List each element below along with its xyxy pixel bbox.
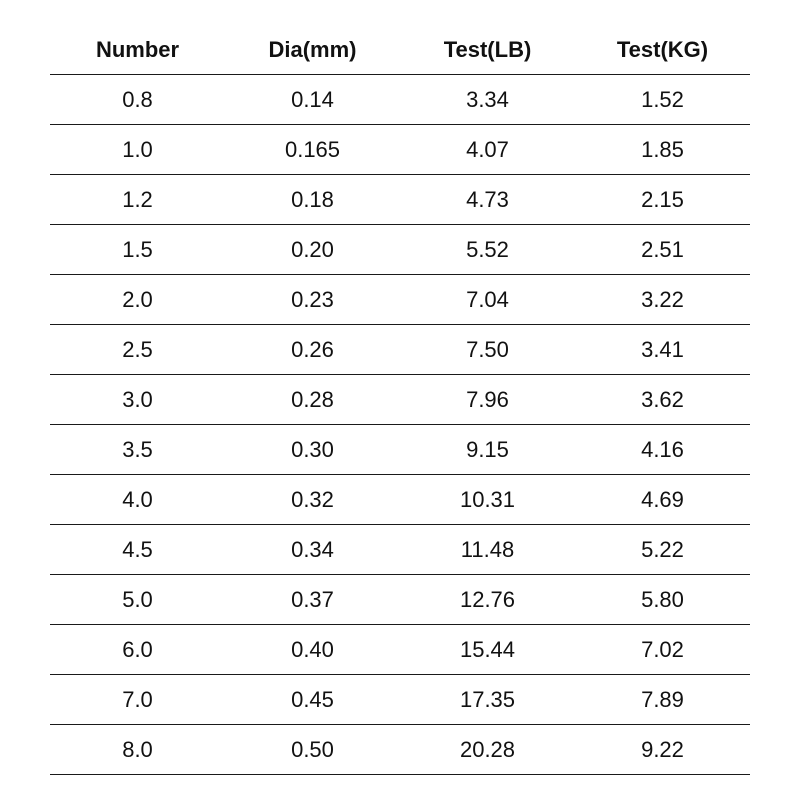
cell-diameter: 0.18 — [225, 175, 400, 225]
cell-diameter: 0.23 — [225, 275, 400, 325]
cell-number: 5.0 — [50, 575, 225, 625]
cell-number: 3.0 — [50, 375, 225, 425]
header-diameter: Dia(mm) — [225, 25, 400, 75]
cell-diameter: 0.37 — [225, 575, 400, 625]
table-row — [50, 275, 750, 325]
cell-test-kg: 7.02 — [575, 625, 750, 675]
cell-number: 2.5 — [50, 325, 225, 375]
cell-number: 2.0 — [50, 275, 225, 325]
cell-test-kg: 3.22 — [575, 275, 750, 325]
cell-test-lb: 4.07 — [400, 125, 575, 175]
cell-test-lb: 7.96 — [400, 375, 575, 425]
cell-test-lb: 7.04 — [400, 275, 575, 325]
table-row — [50, 525, 750, 575]
cell-test-lb: 4.73 — [400, 175, 575, 225]
cell-test-lb: 10.31 — [400, 475, 575, 525]
table-row — [50, 225, 750, 275]
cell-test-kg: 3.41 — [575, 325, 750, 375]
cell-test-lb: 11.48 — [400, 525, 575, 575]
cell-diameter: 0.26 — [225, 325, 400, 375]
header-row — [50, 25, 750, 75]
cell-test-lb: 7.50 — [400, 325, 575, 375]
cell-diameter: 0.34 — [225, 525, 400, 575]
cell-test-kg: 3.62 — [575, 375, 750, 425]
table-row — [50, 425, 750, 475]
spec-table — [50, 25, 750, 775]
table-row — [50, 325, 750, 375]
cell-diameter: 0.14 — [225, 75, 400, 125]
cell-diameter: 0.30 — [225, 425, 400, 475]
cell-number: 1.5 — [50, 225, 225, 275]
table-row — [50, 175, 750, 225]
table-body — [50, 75, 750, 775]
table-row — [50, 125, 750, 175]
cell-diameter: 0.32 — [225, 475, 400, 525]
cell-test-lb: 12.76 — [400, 575, 575, 625]
table-row — [50, 475, 750, 525]
cell-number: 8.0 — [50, 725, 225, 775]
cell-test-kg: 9.22 — [575, 725, 750, 775]
cell-test-kg: 5.80 — [575, 575, 750, 625]
cell-number: 1.0 — [50, 125, 225, 175]
cell-number: 1.2 — [50, 175, 225, 225]
cell-diameter: 0.165 — [225, 125, 400, 175]
cell-test-kg: 4.69 — [575, 475, 750, 525]
cell-test-lb: 15.44 — [400, 625, 575, 675]
cell-test-kg: 2.15 — [575, 175, 750, 225]
table-row — [50, 725, 750, 775]
cell-number: 3.5 — [50, 425, 225, 475]
cell-test-lb: 20.28 — [400, 725, 575, 775]
cell-test-kg: 1.85 — [575, 125, 750, 175]
cell-number: 4.5 — [50, 525, 225, 575]
cell-diameter: 0.20 — [225, 225, 400, 275]
cell-number: 4.0 — [50, 475, 225, 525]
header-test-lb: Test(LB) — [400, 25, 575, 75]
cell-number: 7.0 — [50, 675, 225, 725]
cell-diameter: 0.40 — [225, 625, 400, 675]
cell-test-lb: 17.35 — [400, 675, 575, 725]
cell-test-lb: 5.52 — [400, 225, 575, 275]
cell-test-kg: 2.51 — [575, 225, 750, 275]
table-row — [50, 575, 750, 625]
cell-diameter: 0.28 — [225, 375, 400, 425]
table-row — [50, 75, 750, 125]
cell-test-kg: 5.22 — [575, 525, 750, 575]
cell-test-lb: 3.34 — [400, 75, 575, 125]
cell-number: 0.8 — [50, 75, 225, 125]
cell-diameter: 0.50 — [225, 725, 400, 775]
table-row — [50, 375, 750, 425]
cell-test-lb: 9.15 — [400, 425, 575, 475]
cell-test-kg: 4.16 — [575, 425, 750, 475]
cell-number: 6.0 — [50, 625, 225, 675]
table-row — [50, 625, 750, 675]
table-header — [50, 25, 750, 75]
cell-test-kg: 1.52 — [575, 75, 750, 125]
cell-test-kg: 7.89 — [575, 675, 750, 725]
table-row — [50, 675, 750, 725]
header-test-kg: Test(KG) — [575, 25, 750, 75]
cell-diameter: 0.45 — [225, 675, 400, 725]
header-number: Number — [50, 25, 225, 75]
